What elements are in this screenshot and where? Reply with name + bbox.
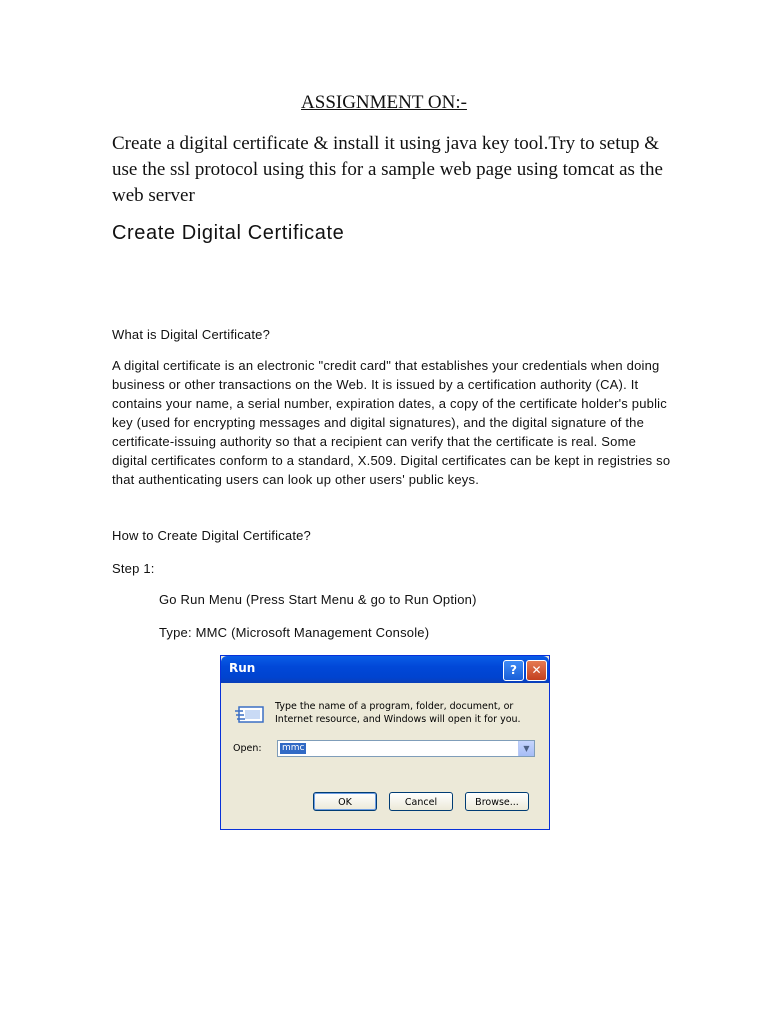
dialog-description: Type the name of a program, folder, document, or Internet resource, and Windows will open it for you. [275,701,521,725]
assignment-task: Create a digital certificate & install it using java key tool.Try to setup & use the ssl protocol using this for a sample web page using tomcat as the web server [112,133,663,206]
run-icon [235,704,265,724]
dialog-title: Run [229,661,256,675]
step-label: Step 1: [112,561,155,576]
open-combobox[interactable] [277,740,535,757]
instruction-run-menu: Go Run Menu (Press Start Menu & go to Run Option) [159,592,477,607]
open-input-value[interactable]: mmc [282,743,305,753]
cancel-button[interactable]: Cancel [389,792,453,811]
question-what-is: What is Digital Certificate? [112,327,271,342]
open-label: Open: [233,743,262,754]
instruction-type-mmc: Type: MMC (Microsoft Management Console) [159,625,430,640]
section-title: Create Digital Certificate [112,222,345,244]
dialog-titlebar [221,656,549,683]
run-dialog-screenshot [220,655,550,830]
help-button[interactable]: ? [503,660,524,681]
chevron-down-icon[interactable]: ▼ [518,741,534,756]
close-button[interactable]: ✕ [526,660,547,681]
assignment-heading: ASSIGNMENT ON:- [301,92,467,113]
browse-button[interactable]: Browse... [465,792,529,811]
ok-button[interactable]: OK [313,792,377,811]
definition-paragraph: A digital certificate is an electronic "credit card" that establishes your credentials when doing business or other transactions on the Web. It is issued by a certification authority (CA). It contains your name, a serial number, expiration dates, a copy of the certificate holder's public key (used for encrypting messages and digital signatures), and the digital signature of the certificate-issuing authority so that a recipient can verify that the certificate is real. Some digital certificates conform to a standard, X.509. Digital certificates can be kept in registries so that authenticating users can look up other users' public keys. [112,358,671,487]
question-how-to: How to Create Digital Certificate? [112,528,311,543]
